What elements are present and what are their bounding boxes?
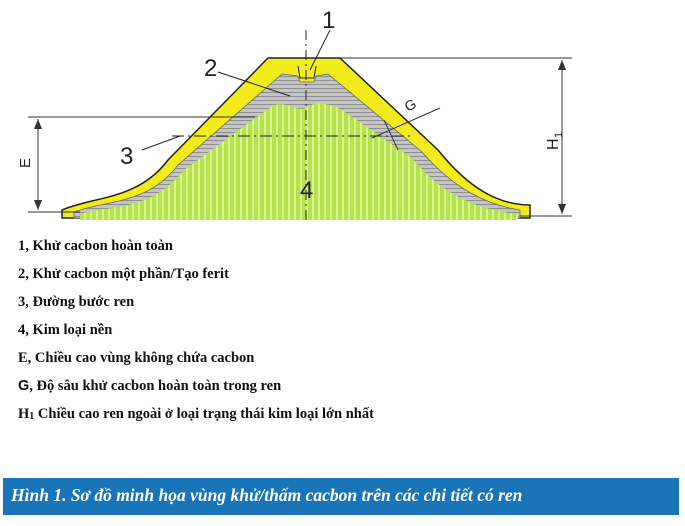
label-2: 2 (204, 55, 218, 82)
legend-item-H1: $H_1$ Chiều cao ren ngoài ở loại trạng thái kim loại lớn nhất (18, 406, 374, 422)
h1-arrow-top (558, 60, 566, 70)
base-metal-zone (80, 104, 518, 220)
legend-item-E: E, Chiều cao vùng không chứa cacbon (18, 350, 255, 366)
e-arrow-bottom (34, 200, 42, 210)
legend-item-1: 1, Khử cacbon hoàn toàn (18, 238, 173, 254)
thread-decarburization-diagram (0, 0, 685, 230)
legend-list (18, 232, 374, 428)
figure-caption-bar (3, 478, 679, 515)
legend-item-3: 3, Đường bước ren (18, 294, 135, 310)
label-G: G (401, 95, 419, 115)
label-H1-letter: H (545, 138, 562, 150)
label-3: 3 (120, 143, 134, 170)
legend-item-G: G, Độ sâu khử cacbon hoàn toàn trong ren (18, 378, 282, 394)
legend-item-4: 4, Kim loại nền (18, 322, 113, 338)
legend-item-2: 2, Khử cacbon một phần/Tạo ferit (18, 266, 229, 282)
label-E: E (17, 157, 34, 168)
figure-caption: Hình 1. Sơ đồ minh họa vùng khử/thấm cacbon trên các chi tiết có ren (11, 485, 523, 505)
label-H1-sub: 1 (553, 131, 565, 138)
label-4: 4 (300, 177, 314, 204)
e-arrow-top (34, 119, 42, 129)
leader-3 (142, 136, 180, 150)
h1-arrow-bottom (558, 204, 566, 214)
label-1: 1 (322, 7, 336, 34)
crest-notch (298, 66, 316, 78)
